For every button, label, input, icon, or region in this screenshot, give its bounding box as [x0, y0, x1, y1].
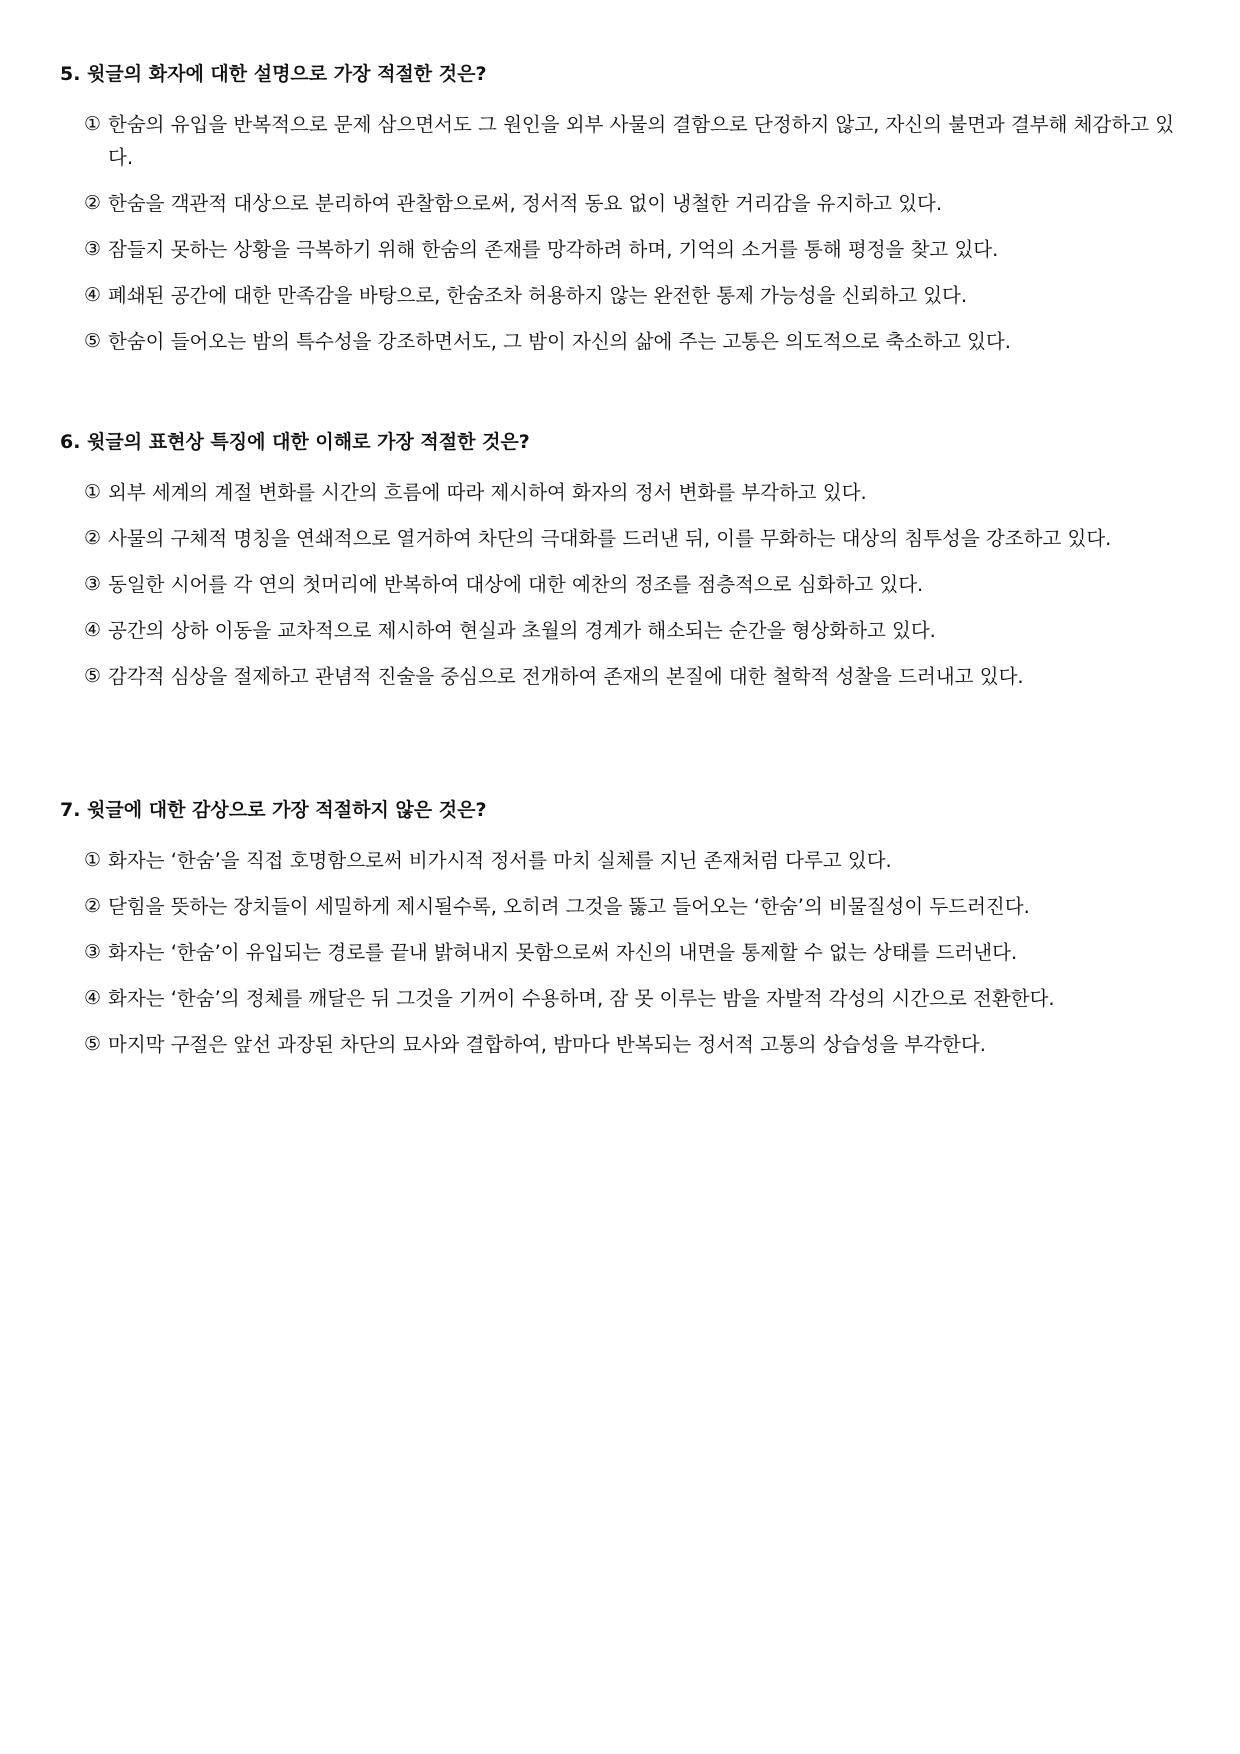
choice-text: 공간의 상하 이동을 교차적으로 제시하여 현실과 초월의 경계가 해소되는 순간을 형상화하고 있다.	[108, 619, 936, 642]
choice-4[interactable]	[60, 279, 1190, 312]
choice-2[interactable]	[60, 890, 1190, 923]
choice-1[interactable]	[60, 476, 1190, 509]
choice-1[interactable]	[60, 844, 1190, 877]
choice-text: 화자는 ‘한숨’이 유입되는 경로를 끝내 밝혀내지 못함으로써 자신의 내면을 통제할 수 없는 상태를 드러낸다.	[108, 941, 1018, 964]
choice-number: ②	[84, 192, 102, 214]
choice-number: ③	[84, 941, 102, 963]
choice-number: ⑤	[84, 1033, 102, 1055]
choice-3[interactable]	[60, 568, 1190, 601]
choice-number: ④	[84, 284, 102, 306]
choice-text: 감각적 심상을 절제하고 관념적 진술을 중심으로 전개하여 존재의 본질에 대한 철학적 성찰을 드러내고 있다.	[108, 665, 1024, 688]
choice-text: 한숨을 객관적 대상으로 분리하여 관찰함으로써, 정서적 동요 없이 냉철한 거리감을 유지하고 있다.	[108, 192, 943, 215]
choice-5[interactable]	[60, 1028, 1190, 1061]
choice-2[interactable]	[60, 187, 1190, 220]
choice-4[interactable]	[60, 614, 1190, 647]
choice-number: ②	[84, 895, 102, 917]
question-5	[60, 60, 1190, 371]
choice-number: ④	[84, 619, 102, 641]
choice-2[interactable]	[60, 522, 1190, 555]
choice-text: 외부 세계의 계절 변화를 시간의 흐름에 따라 제시하여 화자의 정서 변화를 부각하고 있다.	[108, 481, 867, 504]
question-title: 7. 윗글에 대한 감상으로 가장 적절하지 않은 것은?	[60, 799, 487, 821]
question-title: 6. 윗글의 표현상 특징에 대한 이해로 가장 적절한 것은?	[60, 431, 530, 453]
choice-3[interactable]	[60, 233, 1190, 266]
choice-number: ①	[84, 849, 102, 871]
choice-text: 화자는 ‘한숨’을 직접 호명함으로써 비가시적 정서를 마치 실체를 지닌 존재처럼 다루고 있다.	[108, 849, 892, 872]
choice-3[interactable]	[60, 936, 1190, 969]
choice-number: ⑤	[84, 330, 102, 352]
choice-text: 화자는 ‘한숨’의 정체를 깨달은 뒤 그것을 기꺼이 수용하며, 잠 못 이루는 밤을 자발적 각성의 시간으로 전환한다.	[108, 987, 1055, 1010]
choice-text: 잠들지 못하는 상황을 극복하기 위해 한숨의 존재를 망각하려 하며, 기억의 소거를 통해 평정을 찾고 있다.	[108, 238, 999, 261]
choice-1[interactable]	[60, 108, 1190, 174]
choice-5[interactable]	[60, 325, 1190, 358]
choice-text: 한숨이 들어오는 밤의 특수성을 강조하면서도, 그 밤이 자신의 삶에 주는 고통은 의도적으로 축소하고 있다.	[108, 330, 1011, 353]
question-7	[60, 796, 1190, 1074]
choice-number: ①	[84, 113, 102, 135]
question-6	[60, 428, 1190, 706]
choice-text: 사물의 구체적 명칭을 연쇄적으로 열거하여 차단의 극대화를 드러낸 뒤, 이를 무화하는 대상의 침투성을 강조하고 있다.	[108, 527, 1112, 550]
choice-number: ②	[84, 527, 102, 549]
choice-number: ④	[84, 987, 102, 1009]
choice-5[interactable]	[60, 660, 1190, 693]
choice-text: 마지막 구절은 앞선 과장된 차단의 묘사와 결합하여, 밤마다 반복되는 정서적 고통의 상습성을 부각한다.	[108, 1033, 986, 1056]
question-title: 5. 윗글의 화자에 대한 설명으로 가장 적절한 것은?	[60, 63, 487, 85]
choice-number: ①	[84, 481, 102, 503]
choice-text: 동일한 시어를 각 연의 첫머리에 반복하여 대상에 대한 예찬의 정조를 점층적으로 심화하고 있다.	[108, 573, 924, 596]
choice-number: ③	[84, 573, 102, 595]
choice-text: 한숨의 유입을 반복적으로 문제 삼으면서도 그 원인을 외부 사물의 결함으로 단정하지 않고, 자신의 불면과 결부해 체감하고 있다.	[108, 113, 1175, 169]
choice-number: ⑤	[84, 665, 102, 687]
choice-text: 폐쇄된 공간에 대한 만족감을 바탕으로, 한숨조차 허용하지 않는 완전한 통제 가능성을 신뢰하고 있다.	[108, 284, 968, 307]
choice-4[interactable]	[60, 982, 1190, 1015]
choice-text: 닫힘을 뜻하는 장치들이 세밀하게 제시될수록, 오히려 그것을 뚫고 들어오는 ‘한숨’의 비물질성이 두드러진다.	[108, 895, 1030, 918]
choice-number: ③	[84, 238, 102, 260]
